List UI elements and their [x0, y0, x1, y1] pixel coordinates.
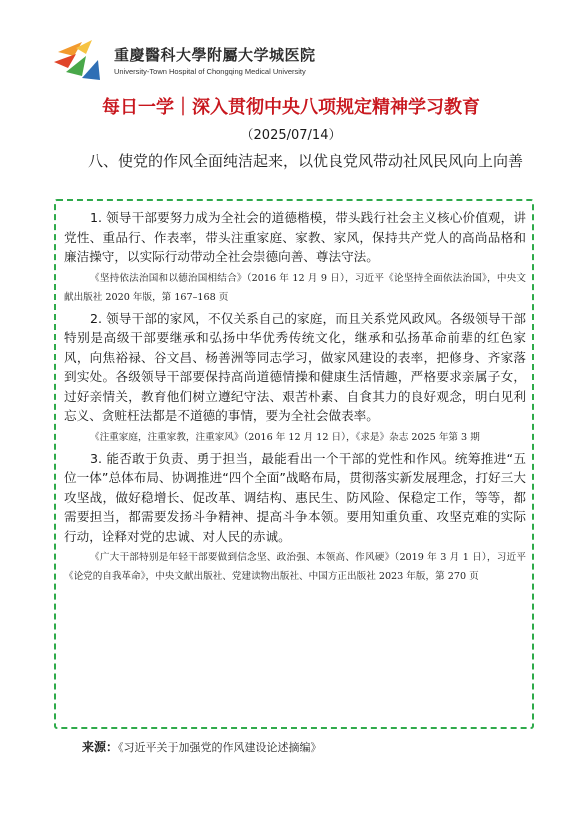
publish-date: （2025/07/14）: [240, 128, 342, 143]
item-citation-3: 《广大干部特别是年轻干部要做到信念坚、政治强、本领高、作风硬》（2019 年 3 月 1 日），习近平《论党的自我革命》，中央文献出版社、党建读物出版社、中国方正出版社 2023 年版，第 270 页: [64, 552, 526, 582]
section-heading: 八、使党的作风全面纯洁起来，以优良党风带动社风民风向上向善: [88, 152, 524, 170]
item-text-2: 2. 领导干部的家风，不仅关系自己的家庭，而且关系党风政风。各级领导干部特别是高级干部要继承和弘扬中华优秀传统文化，继承和弘扬革命前辈的红色家风，向焦裕禄、谷文昌、杨善洲等同志学习，做家风建设的表率，把修身、齐家落到实处。各级领导干部要保持高尚道德情操和健康生活情趣，严格要求亲属子女，过好亲情关，教育他们树立遵纪守法、艰苦朴素、自食其力的良好观念，明白见利忘义、贪赃枉法都是不道德的事情，要为全社会做表率。: [64, 310, 526, 423]
source-label: 来源：: [82, 740, 119, 754]
source-line: [82, 738, 322, 755]
hospital-logo-icon: [52, 38, 108, 84]
item-citation-2: 《注重家庭，注重家教，注重家风》（2016 年 12 月 12 日），《求是》杂志 2025 年第 3 期: [90, 431, 480, 443]
hospital-name-en: University-Town Hospital of Chongqing Medical University: [114, 67, 306, 76]
quote-box: [54, 199, 534, 729]
page-title: 每日一学｜深入贯彻中央八项规定精神学习教育: [102, 97, 480, 118]
item-citation-1: 《坚持依法治国和以德治国相结合》（2016 年 12 月 9 日），习近平《论坚持全面依法治国》，中央文献出版社 2020 年版，第 167–168 页: [64, 272, 526, 303]
item-text-1: 1. 领导干部要努力成为全社会的道德楷模，带头践行社会主义核心价值观，讲党性、重品行、作表率，带头注重家庭、家教、家风，保持共产党人的高尚品格和廉洁操守，以实际行动带动全社会崇德向善、尊法守法。: [64, 210, 526, 264]
hospital-name-cn: 重慶醫科大學附屬大学城医院: [114, 46, 316, 64]
source-text: 《习近平关于加强党的作风建设论述摘编》: [118, 741, 322, 754]
item-text-3: 3. 能否敢于负责、勇于担当，最能看出一个干部的党性和作风。统筹推进“五位一体”总体布局、协调推进“四个全面”战略布局，贯彻落实新发展理念，打好三大攻坚战，做好稳增长、促改革、调结构、惠民生、防风险、保稳定工作，等等，都需要担当，都需要发扬斗争精神、提高斗争本领。要用知重负重、攻坚克难的实际行动，诠释对党的忠诚、对人民的赤诚。: [64, 450, 526, 544]
hospital-header: [52, 38, 352, 84]
